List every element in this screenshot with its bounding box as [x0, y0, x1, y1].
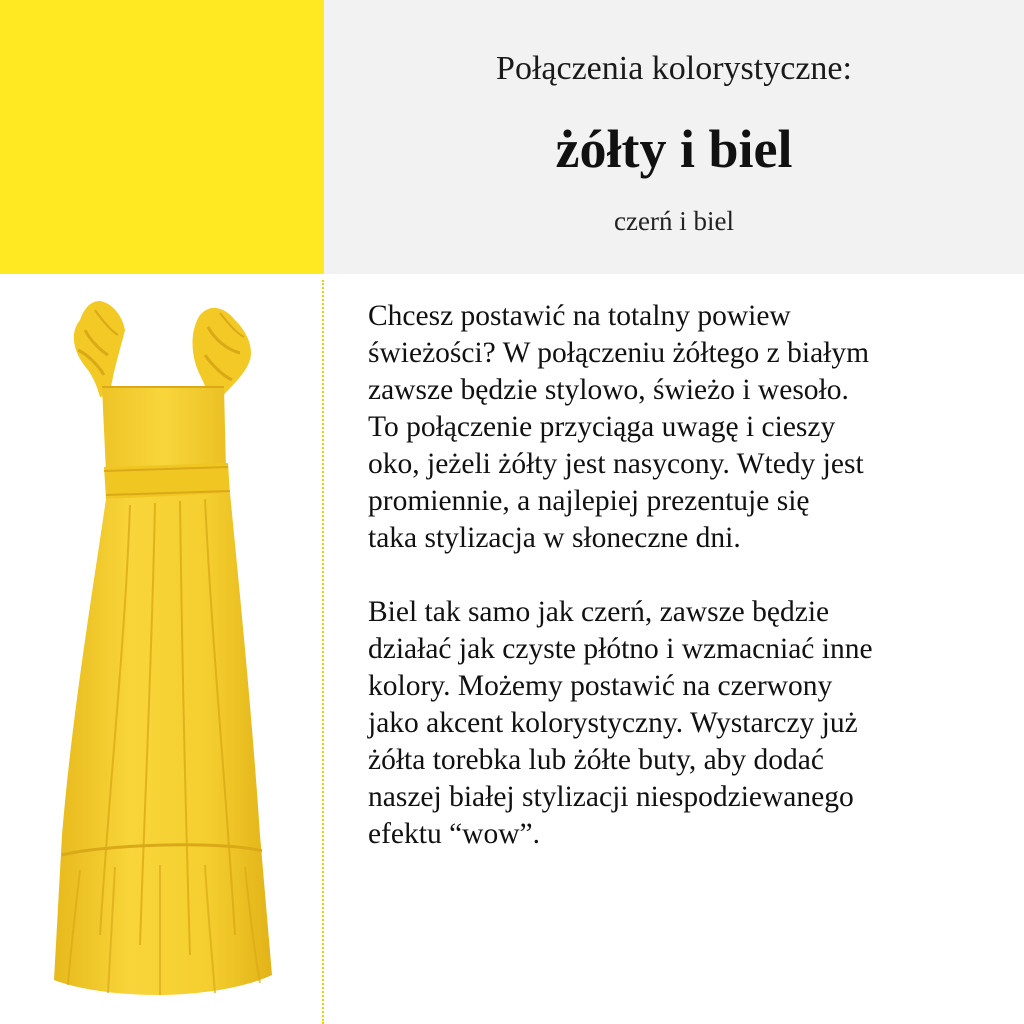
- dress-skirt: [54, 493, 272, 995]
- page-title: żółty i biel: [555, 119, 793, 179]
- header-caption: czerń i biel: [614, 206, 734, 236]
- header-subtitle: Połączenia kolorystyczne:: [496, 50, 852, 87]
- article-body: [368, 298, 1013, 853]
- dotted-divider: [322, 280, 324, 1024]
- article-paragraph-2: Biel tak samo jak czerń, zawsze będzie działać jak czyste płótno i wzmacniać inne kolory. Możemy postawić na czerwony jako akcent kolorystyczny. Wystarczy już żółta torebka lub żółte buty, aby dodać naszej białej stylizacji niespodziewanego efektu “wow”.: [368, 596, 873, 851]
- right-ruffle-strap: [193, 308, 251, 399]
- left-ruffle-strap: [74, 301, 125, 397]
- dress-bodice: [102, 387, 226, 473]
- article-paragraph-1: Chcesz postawić na totalny powiew świeżości? W połączeniu żółtego z białym zawsze będzie stylowo, świeżo i wesoło. To połączenie przyciąga uwagę i cieszy oko, jeżeli żółty jest nasycony. Wtedy jest promiennie, a najlepiej prezentuje się taka stylizacja w słoneczne dni.: [368, 300, 870, 555]
- yellow-color-swatch: [0, 0, 324, 274]
- yellow-dress-illustration: [40, 295, 290, 1000]
- header-panel: [324, 0, 1024, 274]
- dress-image: [40, 295, 290, 1000]
